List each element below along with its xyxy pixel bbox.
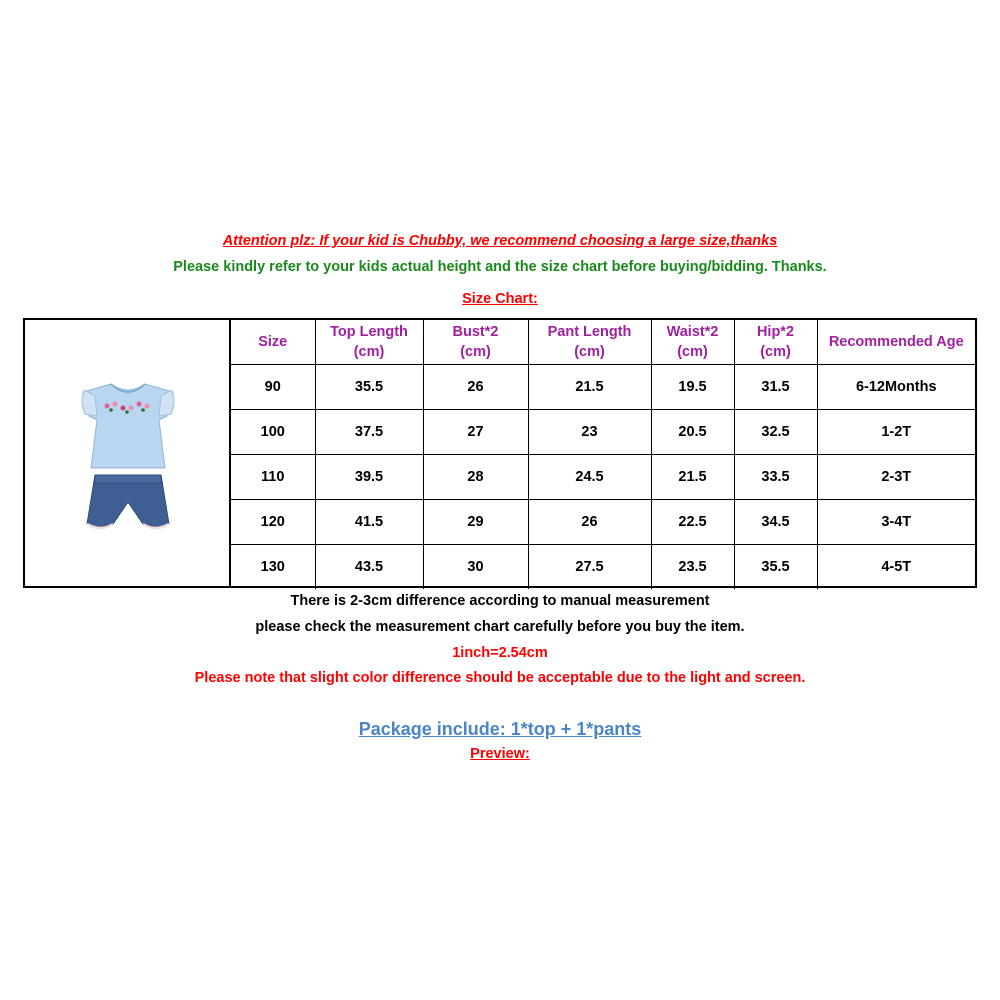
product-image-cell [25, 320, 231, 586]
cell: 6-12Months [817, 365, 975, 410]
cell: 41.5 [315, 500, 423, 545]
cell: 35.5 [734, 545, 817, 590]
preview-label: Preview: [470, 746, 530, 762]
cell: 22.5 [651, 500, 734, 545]
cell: 26 [423, 365, 528, 410]
product-image [25, 320, 231, 586]
check-chart-note: please check the measurement chart carefully before you buy the item. [255, 619, 745, 635]
cell: 39.5 [315, 455, 423, 500]
cell: 21.5 [528, 365, 651, 410]
attention-note: Attention plz: If your kid is Chubby, we recommend choosing a large size,thanks [222, 233, 778, 249]
cell: 23.5 [651, 545, 734, 590]
header-hip: Hip*2 (cm) [734, 320, 817, 365]
cell: 23 [528, 410, 651, 455]
cell: 34.5 [734, 500, 817, 545]
header-pant-length: Pant Length (cm) [528, 320, 651, 365]
cell: 33.5 [734, 455, 817, 500]
cell: 32.5 [734, 410, 817, 455]
shorts-illustration [87, 475, 169, 528]
cell: 35.5 [315, 365, 423, 410]
cell: 3-4T [817, 500, 975, 545]
size-table [231, 320, 975, 589]
cell: 26 [528, 500, 651, 545]
cell: 19.5 [651, 365, 734, 410]
table-row [231, 545, 975, 590]
cell: 37.5 [315, 410, 423, 455]
cell: 27.5 [528, 545, 651, 590]
cell: 21.5 [651, 455, 734, 500]
cell: 30 [423, 545, 528, 590]
cell: 24.5 [528, 455, 651, 500]
header-bust: Bust*2 (cm) [423, 320, 528, 365]
header-size: Size [231, 320, 315, 365]
color-difference-note: Please note that slight color difference should be acceptable due to the light and screen. [194, 670, 806, 686]
cell: 27 [423, 410, 528, 455]
cell: 100 [231, 410, 315, 455]
header-top-length: Top Length (cm) [315, 320, 423, 365]
table-row [231, 500, 975, 545]
size-chart-label: Size Chart: [462, 291, 538, 307]
cell: 29 [423, 500, 528, 545]
cell: 28 [423, 455, 528, 500]
refer-note: Please kindly refer to your kids actual height and the size chart before buying/bidding. Thanks. [173, 259, 827, 275]
cell: 110 [231, 455, 315, 500]
cell: 43.5 [315, 545, 423, 590]
table-header-row [231, 320, 975, 365]
inch-conversion-note: 1inch=2.54cm [452, 645, 548, 661]
size-chart [23, 318, 977, 588]
cell: 31.5 [734, 365, 817, 410]
header-waist: Waist*2 (cm) [651, 320, 734, 365]
header-recommended-age: Recommended Age [817, 320, 975, 365]
table-row [231, 455, 975, 500]
table-row [231, 410, 975, 455]
cell: 2-3T [817, 455, 975, 500]
cell: 90 [231, 365, 315, 410]
package-include: Package include: 1*top + 1*pants [358, 719, 642, 739]
cell: 20.5 [651, 410, 734, 455]
measurement-difference-note: There is 2-3cm difference according to manual measurement [290, 593, 710, 609]
cell: 1-2T [817, 410, 975, 455]
blouse-illustration [82, 384, 174, 468]
cell: 130 [231, 545, 315, 590]
table-row [231, 365, 975, 410]
cell: 4-5T [817, 545, 975, 590]
cell: 120 [231, 500, 315, 545]
